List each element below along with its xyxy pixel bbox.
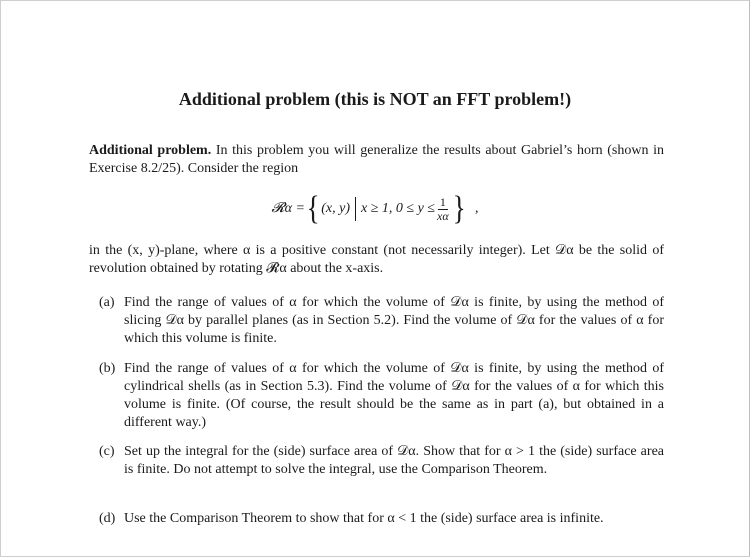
equation-tail: , — [474, 201, 479, 216]
right-brace: } — [452, 190, 466, 227]
item-text: Set up the integral for the (side) surface area of 𝒟α. Show that for α > 1 the (side) surface area is finite. Do not attempt to solve the integral, use the Comparison Theorem. — [124, 444, 664, 477]
region-equation — [0, 188, 750, 230]
equation-condition: x ≥ 1, 0 ≤ y ≤ — [361, 201, 435, 216]
document-title: Additional problem (this is NOT an FFT problem!) — [178, 89, 572, 109]
item-text: Use the Comparison Theorem to show that for α < 1 the (side) surface area is infinite. — [124, 511, 604, 526]
left-brace: { — [306, 190, 320, 227]
equation-lhs: 𝓡α = — [271, 201, 305, 216]
equation-set-var: (x, y) — [321, 201, 351, 216]
fraction-numerator: 1 — [439, 194, 446, 209]
list-item — [89, 510, 664, 528]
list-item — [89, 443, 664, 479]
item-label: (b) — [99, 361, 116, 376]
item-label: (c) — [99, 444, 115, 459]
item-label: (a) — [99, 295, 115, 310]
definition-paragraph: in the (x, y)-plane, where α is a positive constant (not necessarily integer). Let 𝒟α be the solid of revolution obtained by rotating 𝓡α about the x-axis. — [89, 243, 664, 276]
item-text: Find the range of values of α for which the volume of 𝒟α is finite, by using the method of cylindrical shells (as in Section 5.3). Find the volume of 𝒟α for the values of α for which this volume is finite. (Of course, the result should be the same as in part (a), but obtained in a different way.) — [124, 361, 664, 430]
item-label: (d) — [99, 511, 116, 526]
list-item — [89, 294, 664, 348]
list-item — [89, 360, 664, 432]
equation-fraction — [437, 196, 449, 223]
item-text: Find the range of values of α for which the volume of 𝒟α is finite, by using the method of slicing 𝒟α by parallel planes (as in Section 5.2). Find the volume of 𝒟α for the values of α for which this volume is finite. — [124, 295, 664, 346]
such-that-bar — [355, 197, 356, 221]
intro-text: In this problem you will generalize the results about Gabriel’s horn (shown in Exercise 8.2/25). Consider the region — [89, 143, 664, 176]
intro-paragraph — [89, 142, 664, 178]
intro-heading: Additional problem. — [89, 143, 212, 158]
fraction-denominator: xα — [437, 208, 449, 223]
